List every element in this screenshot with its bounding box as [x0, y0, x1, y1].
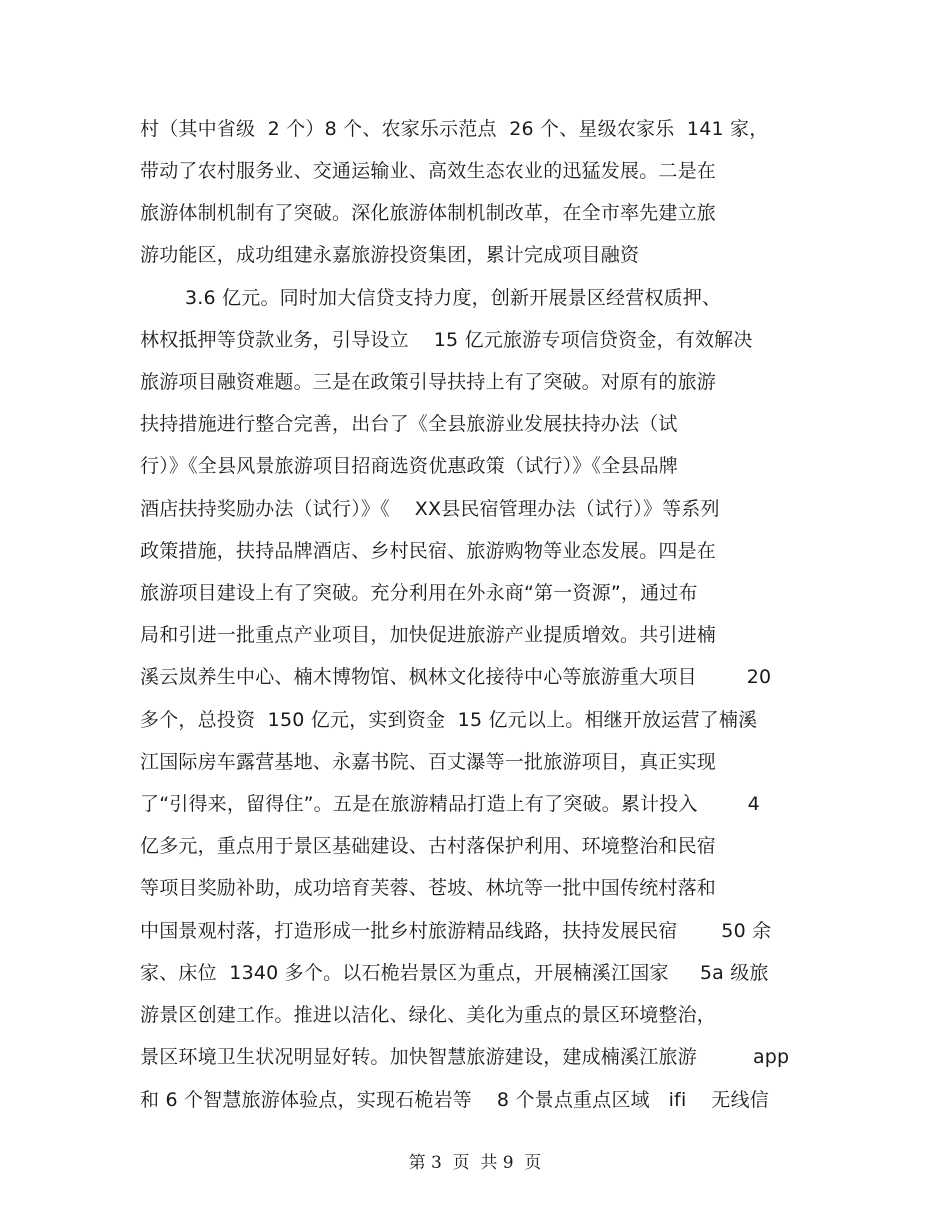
- text-line: 旅游项目建设上有了突破。充分利用在外永商“第一资源”，通过布: [140, 582, 698, 604]
- text-line: 3.6 亿元。同时加大信贷支持力度，创新开展景区经营权质押、: [185, 287, 722, 309]
- text-line: 旅游体制机制有了突破。深化旅游体制机制改革，在全市率先建立旅: [140, 202, 717, 224]
- text-line: 等项目奖励补助，成功培育芙蓉、苍坡、林坑等一批中国传统村落和: [140, 877, 717, 899]
- text-line: 行）》《全县风景旅游项目招商选资优惠政策（试行）》《全县品牌: [140, 455, 679, 477]
- text-line: 家、床位 1340 多个。以石桅岩景区为重点，开展楠溪江国家 5a 级旅: [140, 962, 769, 984]
- text-line: 酒店扶持奖励办法（试行）》《 XX县民宿管理办法（试行）》等系列: [140, 498, 720, 520]
- text-line: 溪云岚养生中心、楠木博物馆、枫林文化接待中心等旅游重大项目 20: [140, 666, 772, 688]
- page-number-footer: 第 3 页 共 9 页: [408, 1153, 542, 1173]
- text-line: 中国景观村落，打造形成一批乡村旅游精品线路，扶持发展民宿 50 余: [140, 920, 772, 942]
- text-line: 旅游项目融资难题。三是在政策引导扶持上有了突破。对原有的旅游: [140, 371, 717, 393]
- text-line: 了“引得来，留得住”。五是在旅游精品打造上有了突破。累计投入 4: [140, 793, 760, 815]
- text-line: 游功能区，成功组建永嘉旅游投资集团，累计完成项目融资: [140, 244, 640, 266]
- text-line: 亿多元，重点用于景区基础建设、古村落保护利用、环境整治和民宿: [140, 835, 717, 857]
- text-line: 局和引进一批重点产业项目，加快促进旅游产业提质增效。共引进楠: [140, 624, 717, 646]
- text-line: 带动了农村服务业、交通运输业、高效生态农业的迅猛发展。二是在: [140, 160, 717, 182]
- text-line: 多个，总投资 150 亿元，实到资金 15 亿元以上。相继开放运营了楠溪: [140, 709, 758, 731]
- text-line: 林权抵押等贷款业务，引导设立 15 亿元旅游专项信贷资金，有效解决: [140, 329, 753, 351]
- text-line: 游景区创建工作。推进以洁化、绿化、美化为重点的景区环境整治，: [140, 1004, 717, 1026]
- text-line: 村（其中省级 2 个）8 个、农家乐示范点 26 个、星级农家乐 141 家，: [140, 118, 769, 140]
- text-line: 政策措施，扶持品牌酒店、乡村民宿、旅游购物等业态发展。四是在: [140, 540, 717, 562]
- text-line: 扶持措施进行整合完善，出台了《全县旅游业发展扶持办法（试: [140, 413, 678, 435]
- text-line: 江国际房车露营基地、永嘉书院、百丈瀑等一批旅游项目，真正实现: [140, 751, 717, 773]
- text-line: 和 6 个智慧旅游体验点，实现石桅岩等 8 个景点重点区域 ifi 无线信: [140, 1089, 769, 1111]
- text-line: 景区环境卫生状况明显好转。加快智慧旅游建设，建成楠溪江旅游 app: [140, 1046, 790, 1068]
